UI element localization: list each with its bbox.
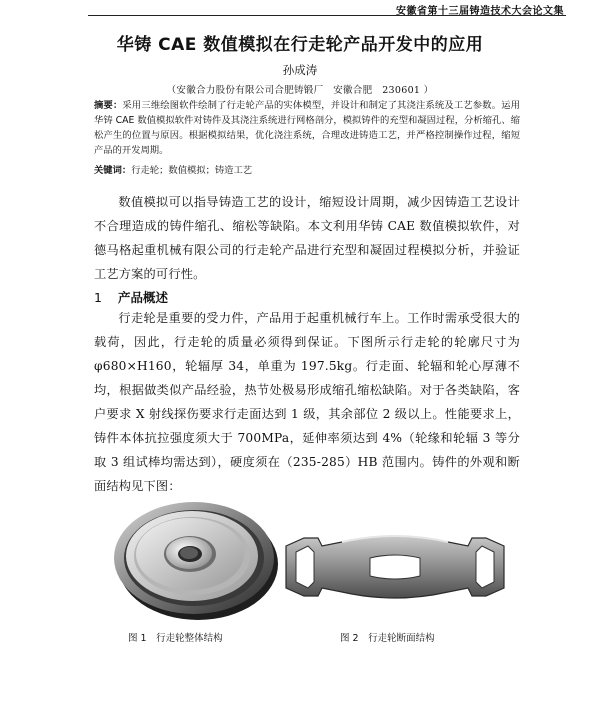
keywords-text: 行走轮；数值模拟；铸造工艺 [131, 165, 253, 176]
header-rule [88, 15, 566, 16]
abstract-label: 摘要： [94, 100, 123, 111]
figure2-caption: 图 2 行走轮断面结构 [340, 633, 435, 644]
paper-title: 华铸 CAE 数值模拟在行走轮产品开发中的应用 [116, 35, 484, 55]
figure1-caption: 图 1 行走轮整体结构 [128, 633, 223, 644]
intro-paragraph: 数值模拟可以指导铸造工艺的设计，缩短设计周期，减少因铸造工艺设计不合理造成的铸件缩孔、缩松等缺陷。本文利用华铸 CAE 数值模拟软件，对德马格起重机械有限公司的行走轮产品进行充型和凝固过程模拟分析，并验证工艺方案的可行性。 [94, 195, 520, 281]
wheel-overall-figure [108, 494, 278, 622]
running-head: 安徽省第十三届铸造技术大会论文集 [396, 6, 564, 17]
wheel-section-figure [282, 516, 508, 620]
section-title: 产品概述 [117, 290, 168, 305]
abstract [94, 98, 520, 158]
keywords-label: 关键词： [94, 165, 132, 176]
section-heading [94, 288, 168, 306]
author: 孙成涛 [282, 63, 318, 77]
abstract-text: 采用三维绘图软件绘制了行走轮产品的实体模型，并设计和制定了其浇注系统及工艺参数。运用华铸 CAE 数值模拟软件对铸件及其浇注系统进行网格剖分，模拟铸件的充型和凝固过程，分析缩孔、缩松产生的位置与原因。根据模拟结果，优化浇注系统，合理改进铸造工艺，并严格控制操作过程，缩短产品的开发周期。 [94, 100, 520, 156]
section-paragraph: 行走轮是重要的受力件，产品用于起重机械行车上。工作时需承受很大的载荷，因此，行走轮的质量必须得到保证。下图所示行走轮的轮廓尺寸为φ680×H160，轮辐厚 34，单重为 197.5kg。行走面、轮辐和轮心厚薄不均，根据做类似产品经验，热节处极易形成缩孔缩松缺陷。对于各类缺陷，客户要求 X 射线探伤要求行走面达到 1 级，其余部位 2 级以上。性能要求上，铸件本体抗拉强度须大于 700MPa，延伸率须达到 4%（轮缘和轮辐 3 等分取 3 组试棒均需达到），硬度须在（235-285）HB 范围内。铸件的外观和断面结构见下图： [94, 311, 520, 493]
affiliation: （安徽合力股份有限公司合肥铸锻厂 安徽合肥 230601 ） [166, 85, 434, 96]
section-number: 1 [94, 290, 102, 305]
keywords [94, 162, 520, 176]
